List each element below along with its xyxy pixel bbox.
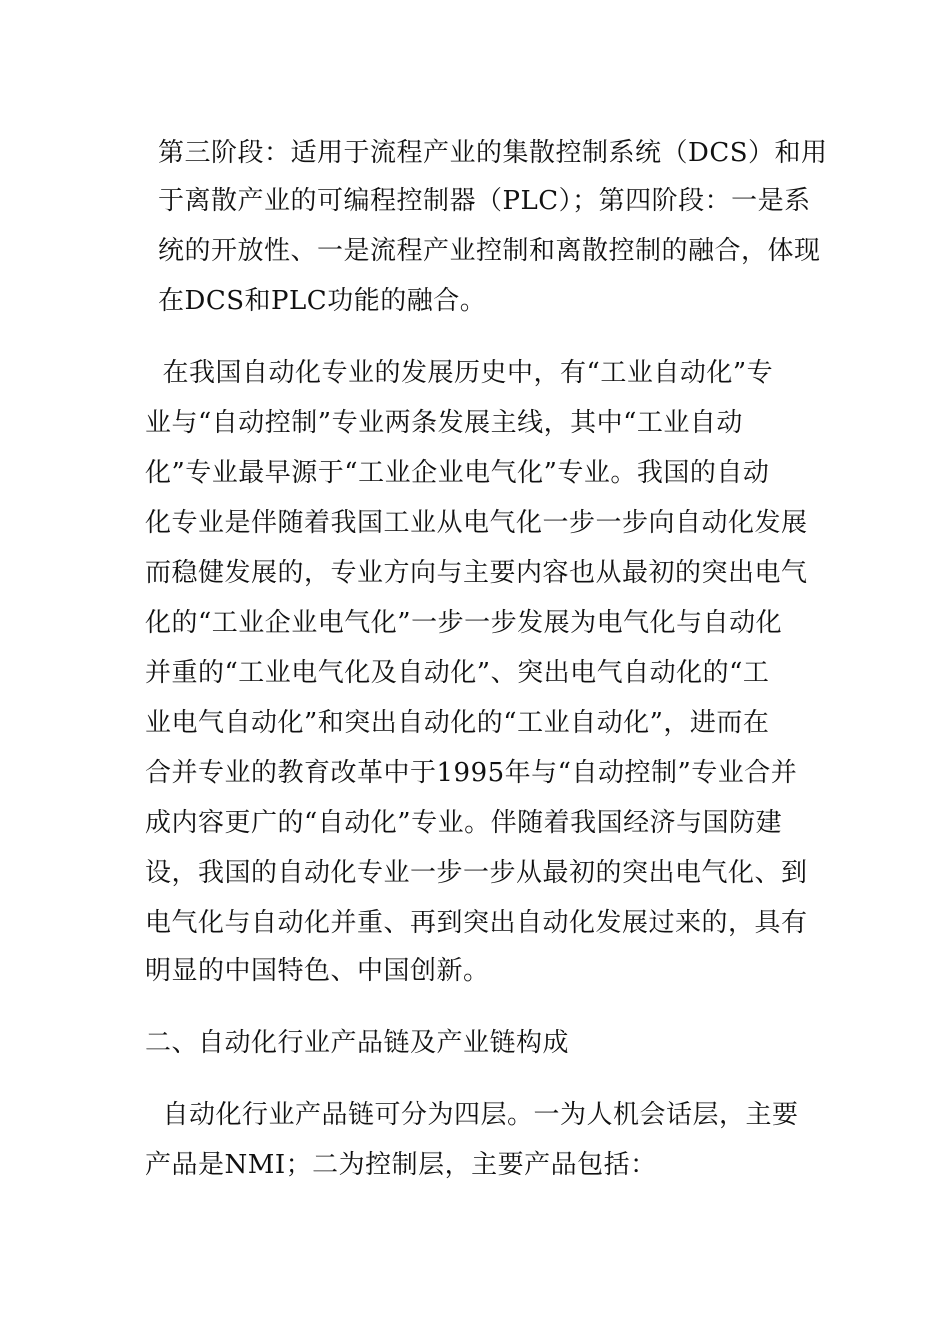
paragraph-3-line-2: 产品是NMI；二为控制层，主要产品包括： [145, 1150, 657, 1180]
paragraph-2-line-7: 并重的“工业电气化及自动化”、突出电气自动化的“工 [145, 658, 770, 688]
paragraph-1-line-2: 于离散产业的可编程控制器（PLC）；第四阶段：一是系 [158, 186, 811, 216]
paragraph-3-line-1: 自动化行业产品链可分为四层。一为人机会话层，主要 [145, 1100, 799, 1130]
paragraph-2-line-1: 在我国自动化专业的发展历史中，有“工业自动化”专 [145, 358, 774, 388]
paragraph-2-line-10: 成内容更广的“自动化”专业。伴随着我国经济与国防建 [145, 808, 783, 838]
paragraph-2-line-8: 业电气自动化”和突出自动化的“工业自动化”，进而在 [145, 708, 770, 738]
paragraph-2-line-13: 明显的中国特色、中国创新。 [145, 956, 490, 986]
paragraph-1-line-4: 在DCS和PLC功能的融合。 [158, 286, 487, 316]
paragraph-2-line-2: 业与“自动控制”专业两条发展主线，其中“工业自动 [145, 408, 743, 438]
paragraph-2-line-5: 而稳健发展的，专业方向与主要内容也从最初的突出电气 [145, 558, 808, 588]
paragraph-2-line-4: 化专业是伴随着我国工业从电气化一步一步向自动化发展 [145, 508, 808, 538]
paragraph-2-line-6: 化的“工业企业电气化”一步一步发展为电气化与自动化 [145, 608, 783, 638]
section-heading: 二、自动化行业产品链及产业链构成 [145, 1028, 570, 1058]
paragraph-2-line-12: 电气化与自动化并重、再到突出自动化发展过来的，具有 [145, 908, 808, 938]
paragraph-2-line-3: 化”专业最早源于“工业企业电气化”专业。我国的自动 [145, 458, 770, 488]
paragraph-2-line-11: 设，我国的自动化专业一步一步从最初的突出电气化、到 [145, 858, 808, 888]
paragraph-1-line-1: 第三阶段：适用于流程产业的集散控制系统（DCS）和用 [158, 138, 828, 168]
paragraph-2-line-9: 合并专业的教育改革中于1995年与“自动控制”专业合并 [145, 758, 798, 788]
paragraph-1-line-3: 统的开放性、一是流程产业控制和离散控制的融合，体现 [158, 236, 821, 266]
